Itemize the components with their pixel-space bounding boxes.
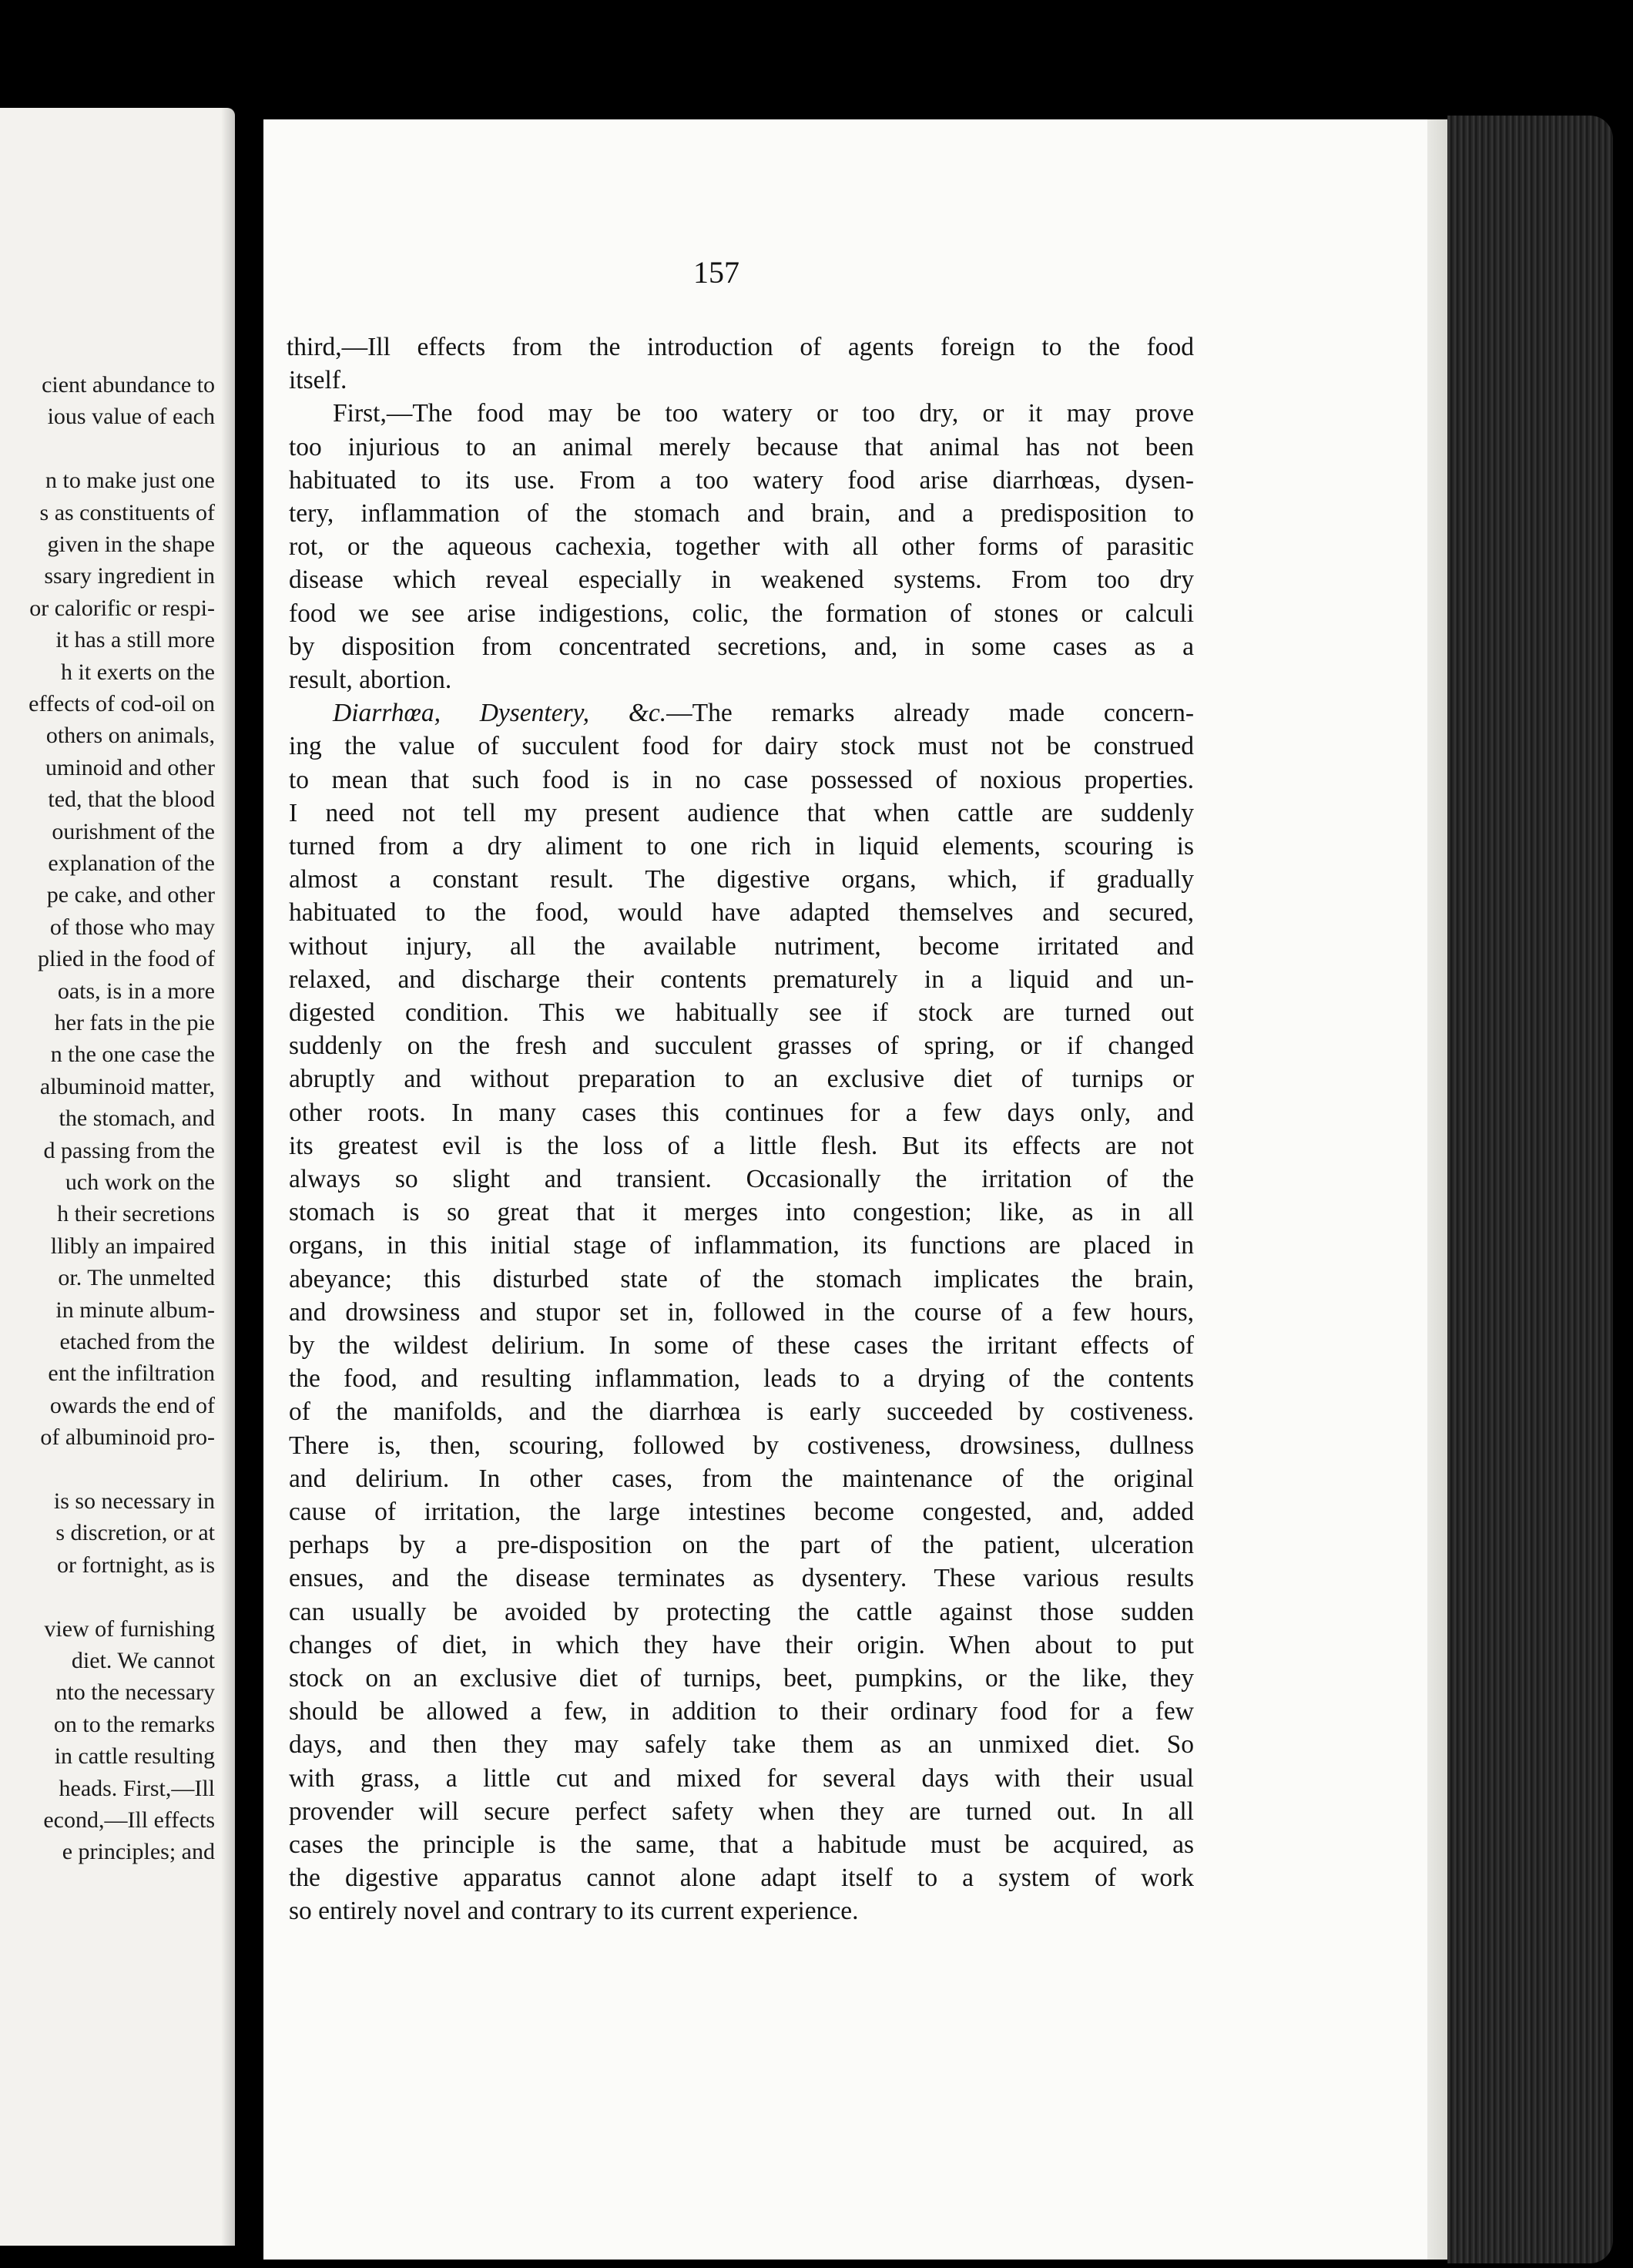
body-text-line: I need not tell my present audience that when cattle are suddenly [289, 798, 1194, 827]
body-text-line: its greatest evil is the loss of a little flesh. But its effects are not [289, 1131, 1194, 1160]
left-page-line: n to make just one [45, 468, 215, 494]
body-text-line: always so slight and transient. Occasionally the irritation of the [289, 1165, 1194, 1193]
body-text-line: stomach is so great that it merges into congestion; like, as in all [289, 1198, 1194, 1227]
left-page-line: ssary ingredient in [44, 563, 215, 589]
left-page-line: of those who may [49, 914, 215, 940]
left-page-line: or calorific or respi- [29, 595, 215, 621]
body-text-line: turned from a dry aliment to one rich in liquid elements, scouring is [289, 832, 1194, 861]
body-text-line: There is, then, scouring, followed by costiveness, drowsiness, dullness [289, 1431, 1194, 1460]
left-page-line: effects of cod-oil on [29, 691, 215, 716]
left-page-line: uminoid and other [45, 754, 215, 780]
left-page-line: ourishment of the [52, 818, 215, 844]
body-text-line: by disposition from concentrated secretions, and, in some cases as a [289, 632, 1194, 661]
body-text-line: other roots. In many cases this continues for a few days only, and [289, 1098, 1194, 1127]
left-page-line: nto the necessary [55, 1679, 215, 1706]
left-page-line: diet. We cannot [71, 1648, 215, 1673]
body-text-line: stock on an exclusive diet of turnips, beet, pumpkins, or the like, they [289, 1664, 1194, 1693]
body-text-line: disease which reveal especially in weakened systems. From too dry [289, 565, 1194, 595]
body-text-line: First,—The food may be too watery or too dry, or it may prove [333, 399, 1194, 428]
body-text-line: with grass, a little cut and mixed for several days with their usual [289, 1763, 1194, 1793]
page-number: 157 [693, 255, 739, 290]
body-text-line: so entirely novel and contrary to its current experience. [289, 1897, 859, 1926]
body-text-line: and delirium. In other cases, from the maintenance of the original [289, 1464, 1194, 1493]
body-text-line: third,—Ill effects from the introduction of agents foreign to the food [287, 333, 1194, 361]
left-page-line: the stomach, and [59, 1105, 215, 1132]
left-page-line: given in the shape [47, 532, 215, 557]
left-page-line: cient abundance to [42, 372, 215, 398]
left-page-line: view of furnishing [44, 1615, 215, 1642]
body-text-line: provender will secure perfect safety when they are turned out. In all [289, 1797, 1194, 1826]
body-text-line: to mean that such food is in no case possessed of noxious properties. [289, 765, 1194, 794]
body-text-line: tery, inflammation of the stomach and brain, and a predisposition to [289, 499, 1194, 528]
left-page-line: or. The unmelted [58, 1265, 215, 1291]
body-text-line: suddenly on the fresh and succulent grasses of spring, or if changed [289, 1032, 1194, 1061]
left-page-line: pe cake, and other [46, 882, 215, 908]
left-page-line: albuminoid matter, [39, 1073, 215, 1099]
left-page-line: plied in the food of [38, 946, 215, 972]
body-text-line: the food, and resulting inflammation, leads to a drying of the contents [289, 1364, 1194, 1394]
body-text-line: should be allowed a few, in addition to their ordinary food for a few [289, 1697, 1194, 1726]
body-text-line: rot, or the aqueous cachexia, together with all other forms of parasitic [289, 532, 1194, 562]
body-text-line: habituated to its use. From a too watery food arise diarrhœas, dysen- [289, 465, 1194, 495]
left-page-line: econd,—Ill effects [43, 1807, 215, 1833]
body-text-line: changes of diet, in which they have their origin. When about to put [289, 1630, 1194, 1659]
left-page-line: h their secretions [57, 1201, 215, 1227]
left-page-line: or fortnight, as is [57, 1552, 215, 1578]
left-page-line: others on animals, [45, 723, 215, 749]
body-text-line: days, and then they may safely take them as an unmixed diet. So [289, 1730, 1194, 1760]
body-text-line: of the manifolds, and the diarrhœa is early succeeded by costiveness. [289, 1397, 1194, 1427]
left-page-line: d passing from the [43, 1137, 215, 1163]
left-page-line: in minute album- [55, 1297, 215, 1323]
left-page-line: heads. First,—Ill [59, 1775, 215, 1801]
left-page-line: in cattle resulting [54, 1743, 215, 1770]
left-page-line: ted, that the blood [48, 787, 215, 813]
body-text-line: too injurious to an animal merely because that animal has not been [289, 432, 1194, 461]
left-page-line: ious value of each [47, 404, 215, 430]
left-facing-page [0, 108, 235, 2246]
body-text-line: and drowsiness and stupor set in, followed in the course of a few hours, [289, 1297, 1194, 1327]
left-page-line: on to the remarks [53, 1711, 215, 1737]
body-text-line: without injury, all the available nutriment, become irritated and [289, 931, 1194, 961]
left-page-line: e principles; and [62, 1839, 215, 1865]
left-page-line: ent the infiltration [48, 1360, 215, 1387]
body-text-line: perhaps by a pre-disposition on the part of the patient, ulceration [289, 1531, 1194, 1560]
body-text-line: almost a constant result. The digestive organs, which, if gradually [289, 865, 1194, 894]
left-page-line: llibly an impaired [50, 1233, 215, 1259]
body-text-line: ing the value of succulent food for dairy stock must not be construed [289, 732, 1194, 761]
body-text-line: abruptly and without preparation to an exclusive diet of turnips or [289, 1065, 1194, 1094]
body-text-line: cause of irritation, the large intestines become congested, and, added [289, 1498, 1194, 1526]
body-text-line: Diarrhœa, Dysentery, &c.—The remarks already made concern- [333, 699, 1194, 728]
left-page-line: s as constituents of [39, 499, 215, 525]
body-text-line: habituated to the food, would have adapted themselves and secured, [289, 898, 1194, 928]
body-text-line: the digestive apparatus cannot alone adapt itself to a system of work [289, 1864, 1194, 1893]
body-text-line: itself. [289, 366, 347, 395]
left-page-line: explanation of the [48, 850, 215, 876]
left-page-line: etached from the [59, 1329, 215, 1354]
section-heading: Diarrhœa, Dysentery, &c. [333, 699, 667, 728]
body-text-line: abeyance; this disturbed state of the stomach implicates the brain, [289, 1264, 1194, 1293]
left-page-line: h it exerts on the [61, 659, 215, 685]
body-text-line: food we see arise indigestions, colic, the formation of stones or calculi [289, 599, 1194, 628]
left-page-line: s discretion, or at [55, 1520, 215, 1546]
page-edge [1427, 119, 1447, 2260]
left-page-line: her fats in the pie [54, 1010, 215, 1035]
body-text-line: can usually be avoided by protecting the cattle against those sudden [289, 1597, 1194, 1626]
left-page-line: it has a still more [55, 627, 215, 653]
left-page-gutter-shadow [221, 108, 235, 2246]
body-text-line: cases the principle is the same, that a habitude must be acquired, as [289, 1830, 1194, 1859]
left-page-line: is so necessary in [53, 1488, 215, 1514]
body-text-line: digested condition. This we habitually see if stock are turned out [289, 998, 1194, 1027]
left-page-line: n the one case the [50, 1042, 215, 1068]
left-page-line: oats, is in a more [57, 978, 215, 1004]
left-page-line: of albuminoid pro- [40, 1424, 215, 1451]
body-text-line: result, abortion. [289, 666, 452, 694]
book-block-edge [1447, 116, 1613, 2263]
body-text-line: by the wildest delirium. In some of these cases the irritant effects of [289, 1331, 1194, 1360]
left-page-line: owards the end of [49, 1392, 215, 1418]
body-text-line: organs, in this initial stage of inflammation, its functions are placed in [289, 1231, 1194, 1260]
body-text-line: relaxed, and discharge their contents prematurely in a liquid and un- [289, 965, 1194, 994]
left-page-line: uch work on the [65, 1169, 215, 1195]
body-text-line: ensues, and the disease terminates as dysentery. These various results [289, 1564, 1194, 1593]
